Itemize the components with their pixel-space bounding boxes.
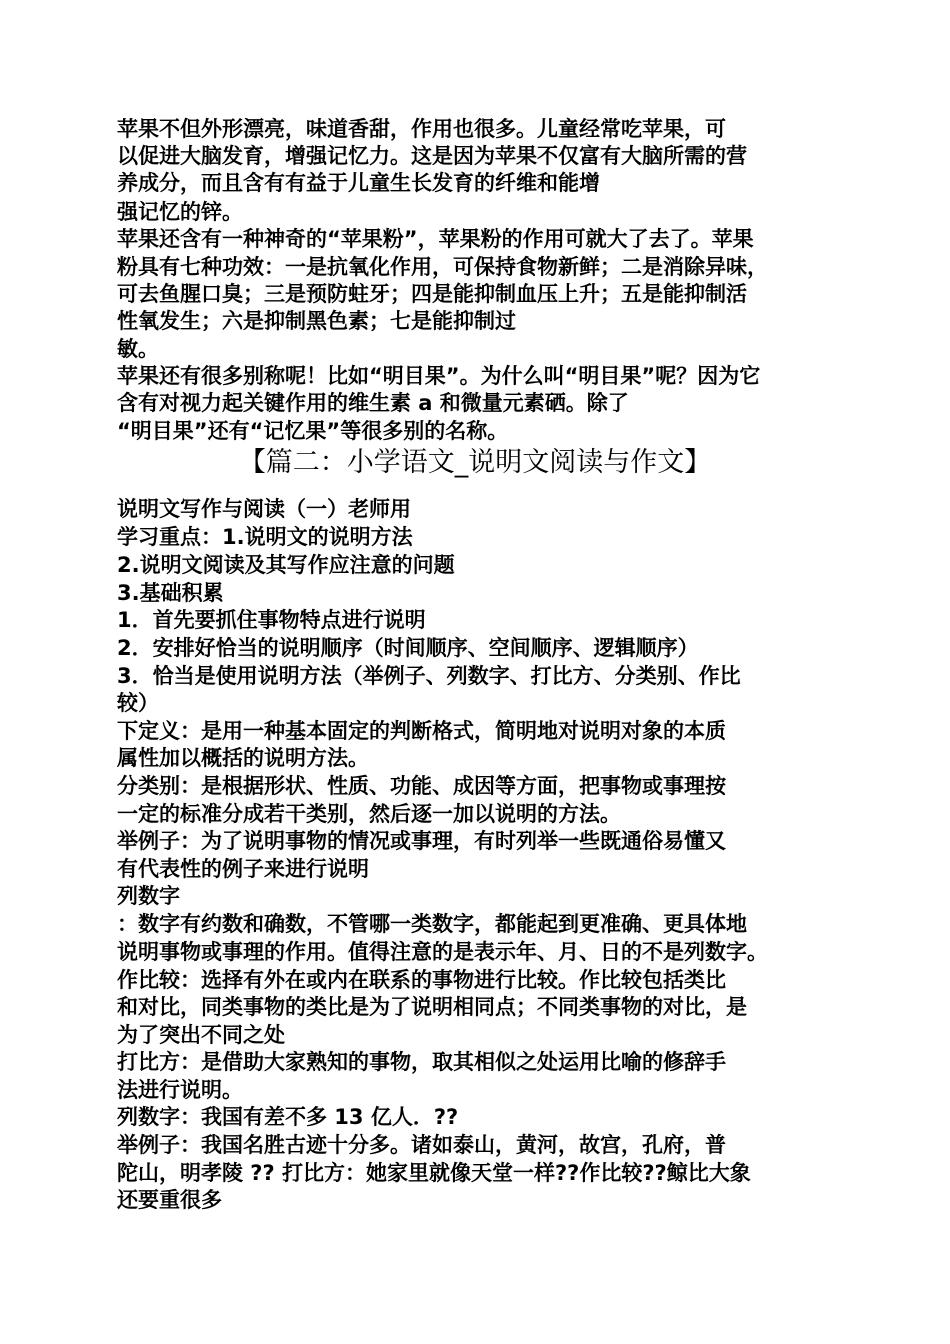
text-line: 分类别：是根据形状、性质、功能、成因等方面，把事物或事理按 <box>117 774 726 798</box>
section-heading: 【篇二：小学语文_说明文阅读与作文】 <box>238 447 712 478</box>
text-line: 陀山，明孝陵 ?? 打比方：她家里就像天堂一样??作比较??鲸比大象 <box>117 1161 751 1185</box>
text-line: 强记忆的锌。 <box>117 200 243 224</box>
text-line: 敏。 <box>117 337 159 361</box>
text-line: 作比较：选择有外在或内在联系的事物进行比较。作比较包括类比 <box>117 968 726 992</box>
text-line: “明目果”还有“记忆果”等很多别的名称。 <box>117 419 509 443</box>
text-line: 3．恰当是使用说明方法（举例子、列数字、打比方、分类别、作比 <box>117 664 741 688</box>
text-line: 列数字：我国有差不多 13 亿人．?? <box>117 1105 459 1129</box>
text-line: 打比方：是借助大家熟知的事物，取其相似之处运用比喻的修辞手 <box>117 1050 726 1074</box>
text-line: 性氧发生；六是抑制黑色素；七是能抑制过 <box>117 309 516 333</box>
text-line: 2．安排好恰当的说明顺序（时间顺序、空间顺序、逻辑顺序） <box>117 636 699 660</box>
text-line: 说明事物或事理的作用。值得注意的是表示年、月、日的不是列数字。 <box>117 940 768 964</box>
text-line: 1．首先要抓住事物特点进行说明 <box>117 608 426 632</box>
text-line: 和对比，同类事物的类比是为了说明相同点；不同类事物的对比，是 <box>117 995 747 1019</box>
text-line: ：数字有约数和确数，不管哪一类数字，都能起到更准确、更具体地 <box>117 912 747 936</box>
text-line: 以促进大脑发育，增强记忆力。这是因为苹果不仅富有大脑所需的营 <box>117 144 747 168</box>
text-line: 还要重很多 <box>117 1188 222 1212</box>
text-line: 养成分，而且含有有益于儿童生长发育的纤维和能增 <box>117 171 600 195</box>
text-line: 举例子：为了说明事物的情况或事理，有时列举一些既通俗易懂又 <box>117 829 726 853</box>
text-line: 为了突出不同之处 <box>117 1023 285 1047</box>
text-line: 举例子：我国名胜古迹十分多。诸如泰山，黄河，故宫，孔府，普 <box>117 1133 726 1157</box>
text-line: 说明文写作与阅读（一）老师用 <box>117 497 411 521</box>
text-line: 较） <box>117 691 159 715</box>
text-line: 学习重点：1.说明文的说明方法 <box>117 525 413 549</box>
text-line: 含有对视力起关键作用的维生素 a 和微量元素硒。除了 <box>117 391 629 415</box>
text-line: 2.说明文阅读及其写作应注意的问题 <box>117 553 455 577</box>
text-line: 3.基础积累 <box>117 581 224 605</box>
text-line: 下定义：是用一种基本固定的判断格式，简明地对说明对象的本质 <box>117 719 726 743</box>
text-line: 粉具有七种功效：一是抗氧化作用，可保持食物新鲜；二是消除异味， <box>117 255 768 279</box>
text-line: 苹果不但外形漂亮，味道香甜，作用也很多。儿童经常吃苹果，可 <box>117 117 726 141</box>
text-line: 可去鱼腥口臭；三是预防蛀牙；四是能抑制血压上升；五是能抑制活 <box>117 282 747 306</box>
text-line: 有代表性的例子来进行说明 <box>117 857 369 881</box>
text-line: 属性加以概括的说明方法。 <box>117 746 369 770</box>
text-line: 法进行说明。 <box>117 1078 243 1102</box>
text-line: 一定的标准分成若干类别，然后逐一加以说明的方法。 <box>117 802 621 826</box>
text-line: 列数字 <box>117 884 180 908</box>
text-line: 苹果还含有一种神奇的“苹果粉”，苹果粉的作用可就大了去了。苹果 <box>117 227 754 251</box>
text-line: 苹果还有很多别称呢！比如“明目果”。为什么叫“明目果”呢？因为它 <box>117 364 761 388</box>
